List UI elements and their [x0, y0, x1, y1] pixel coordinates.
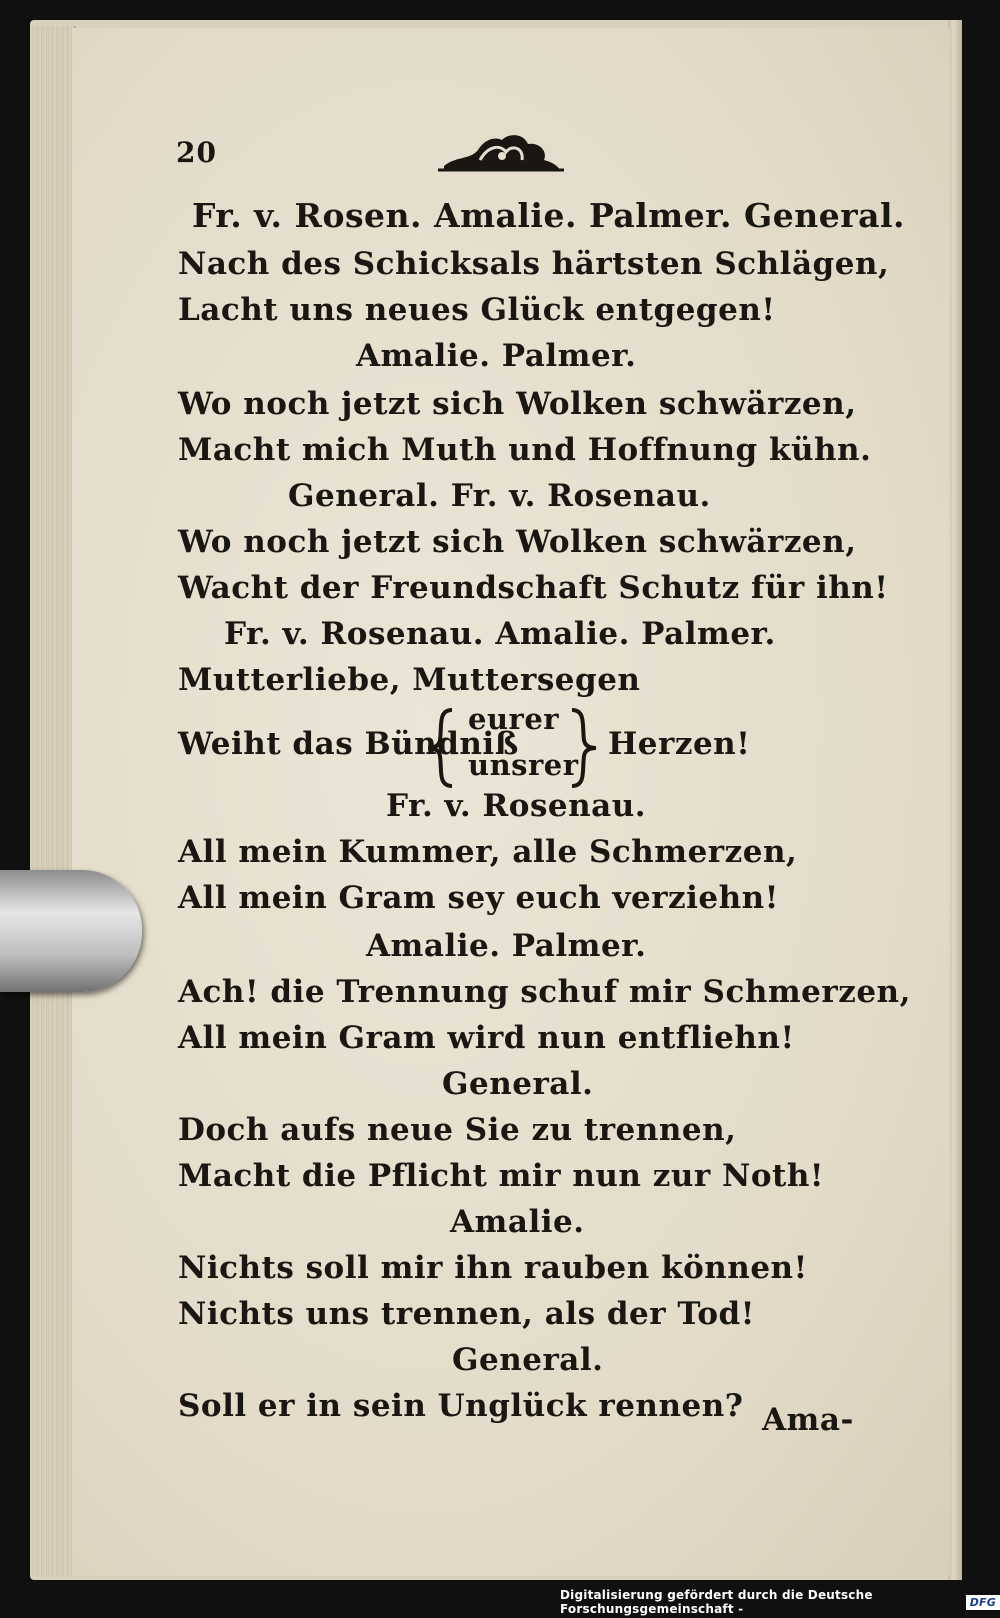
text-line-speaker: Amalie. Palmer.	[366, 928, 647, 964]
text-line-speaker: Fr. v. Rosen. Amalie. Palmer. General.	[192, 196, 905, 235]
text-line: All mein Gram sey euch verziehn!	[178, 880, 779, 916]
text-line: Wo noch jetzt sich Wolken schwärzen,	[178, 386, 857, 422]
page-clip	[0, 870, 142, 992]
text-line: Macht die Pflicht mir nun zur Noth!	[178, 1158, 824, 1194]
ornament-vignette-icon	[436, 126, 566, 176]
text-line-speaker: Fr. v. Rosenau. Amalie. Palmer.	[224, 616, 776, 652]
text-line-speaker: General.	[452, 1342, 604, 1378]
brace-line-end: Herzen!	[608, 726, 751, 762]
text-line: Wacht der Freundschaft Schutz für ihn!	[178, 570, 889, 606]
brace-option-top: eurer	[468, 702, 560, 736]
text-line-speaker: General. Fr. v. Rosenau.	[288, 478, 711, 514]
page-number: 20	[176, 136, 217, 169]
page-edges	[32, 26, 76, 1576]
text-line: Mutterliebe, Muttersegen	[178, 662, 641, 698]
text-line: Doch aufs neue Sie zu trennen,	[178, 1112, 737, 1148]
digitization-footer	[560, 1588, 1000, 1616]
text-line: Nach des Schicksals härtsten Schlägen,	[178, 246, 890, 282]
text-line: Nichts uns trennen, als der Tod!	[178, 1296, 755, 1332]
right-page-edge	[948, 20, 962, 1580]
text-line-speaker: Fr. v. Rosenau.	[386, 788, 647, 824]
text-line: Macht mich Muth und Hoffnung kühn.	[178, 432, 872, 468]
text-line: Nichts soll mir ihn rauben können!	[178, 1250, 808, 1286]
left-brace-icon	[424, 706, 456, 790]
text-line-speaker: Amalie. Palmer.	[356, 338, 637, 374]
brace-line-start: Weiht das Bündniß	[178, 726, 519, 762]
text-line: Ach! die Trennung schuf mir Schmerzen,	[178, 974, 911, 1010]
text-line: All mein Kummer, alle Schmerzen,	[178, 834, 798, 870]
footer-text: Digitalisierung gefördert durch die Deutsche Forschungsgemeinschaft -	[560, 1588, 873, 1616]
book-page	[72, 28, 950, 1576]
text-line: Wo noch jetzt sich Wolken schwärzen,	[178, 524, 857, 560]
text-line-speaker: Amalie.	[450, 1204, 585, 1240]
text-line: Lacht uns neues Glück entgegen!	[178, 292, 776, 328]
dfg-logo-icon: DFG	[966, 1595, 1000, 1610]
text-line: All mein Gram wird nun entfliehn!	[178, 1020, 795, 1056]
catchword: Ama-	[762, 1402, 854, 1438]
text-line-speaker: General.	[442, 1066, 594, 1102]
brace-option-bottom: unsrer	[468, 748, 579, 782]
right-brace-icon	[568, 706, 600, 790]
text-line: Soll er in sein Unglück rennen?	[178, 1388, 744, 1424]
